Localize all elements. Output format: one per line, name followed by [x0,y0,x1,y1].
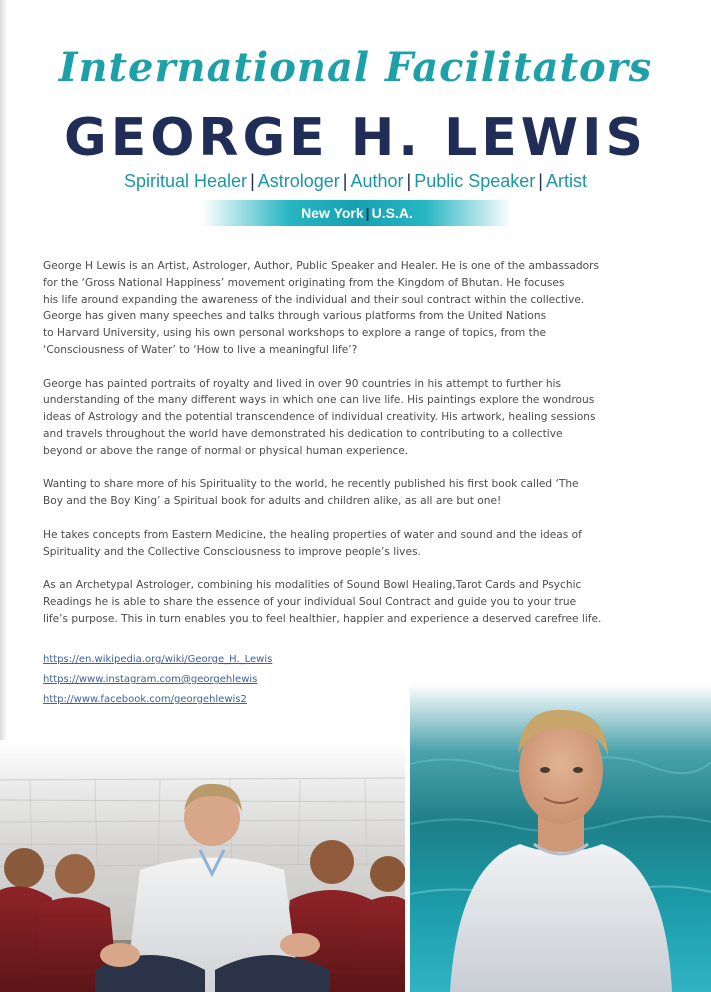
role-spiritual-healer: Spiritual Healer [124,171,248,191]
name-title: GEORGE H. LEWIS [64,108,647,168]
bio-paragraph-1 [43,258,683,359]
bio-line: for the ‘Gross National Happiness’ movement originating from the Kingdom of Bhutan. He focuses [43,276,565,289]
bio-line: ideas of Astrology and the potential transcendence of individual creativity. His artwork, healing sessions [43,411,596,424]
role-separator: | [250,171,255,191]
role-author: Author [350,171,404,191]
wikipedia-link[interactable]: https://en.wikipedia.org/wiki/George_H._Lewis [43,654,273,665]
bio-line: to Harvard University, using his own personal workshops to explore a range of topics, from the [43,327,547,340]
bio-line: Spirituality and the Collective Consciousness to improve people’s lives. [43,545,421,558]
role-public-speaker: Public Speaker [414,171,536,191]
bio-paragraph-4 [43,527,683,561]
location-separator: | [365,205,370,221]
group-photo-illustration [0,740,405,992]
bio-line: life’s purpose. This in turn enables you to feel healthier, happier and experience a deserved carefree life. [43,612,602,625]
bio-paragraph-3 [43,476,683,510]
bio-line: ‘Consciousness of Water’ to ‘How to live a meaningful life’? [43,343,358,356]
bio-line: his life around expanding the awareness of the individual and their soul contract within the collective. [43,293,585,306]
links-list [43,650,403,710]
bio-line: Readings he is able to share the essence of your individual Soul Contract and guide you to your true [43,595,577,608]
location-banner [202,200,512,226]
bio-line: Wanting to share more of his Spirituality to the world, he recently published his first book called ‘The [43,478,579,491]
bio-line: He takes concepts from Eastern Medicine, the healing properties of water and sound and the ideas of [43,528,582,541]
bio-line: understanding of the many different ways in which one can live life. His paintings explore the wondrous [43,394,595,407]
roles-line [0,171,711,192]
role-separator: | [342,171,348,191]
bio-line: George has painted portraits of royalty and lived in over 90 countries in his attempt to further his [43,377,561,390]
biography [43,258,683,644]
instagram-link[interactable]: https://www.instagram.com@georgehlewis [43,674,258,685]
location-country: U.S.A. [371,205,413,221]
bio-line: George has given many speeches and talks through various platforms from the United Nations [43,310,547,323]
bio-line: George H Lewis is an Artist, Astrologer, Author, Public Speaker and Healer. He is one of the ambassadors [43,260,599,272]
location-city: New York [301,205,364,221]
bio-paragraph-5 [43,577,683,627]
role-astrologer: Astrologer [257,171,340,191]
role-artist: Artist [545,171,587,191]
bio-paragraph-2 [43,376,683,460]
script-title: International Facilitators [58,44,653,91]
facebook-link[interactable]: http://www.facebook.com/georgehlewis2 [43,694,247,705]
portrait-photo-illustration [410,684,711,992]
bio-line: and travels throughout the world have demonstrated his dedication to contributing to a collective [43,427,563,440]
role-separator: | [538,171,543,191]
group-photo-with-monks [0,740,405,992]
portrait-photo-water [410,684,711,992]
role-separator: | [406,171,412,191]
bio-line: Boy and the Boy King’ a Spiritual book for adults and children alike, as all are but one! [43,495,502,508]
bio-line: beyond or above the range of normal or physical human experience. [43,444,409,457]
bio-line: As an Archetypal Astrologer, combining his modalities of Sound Bowl Healing,Tarot Cards and Psychic [43,579,582,592]
